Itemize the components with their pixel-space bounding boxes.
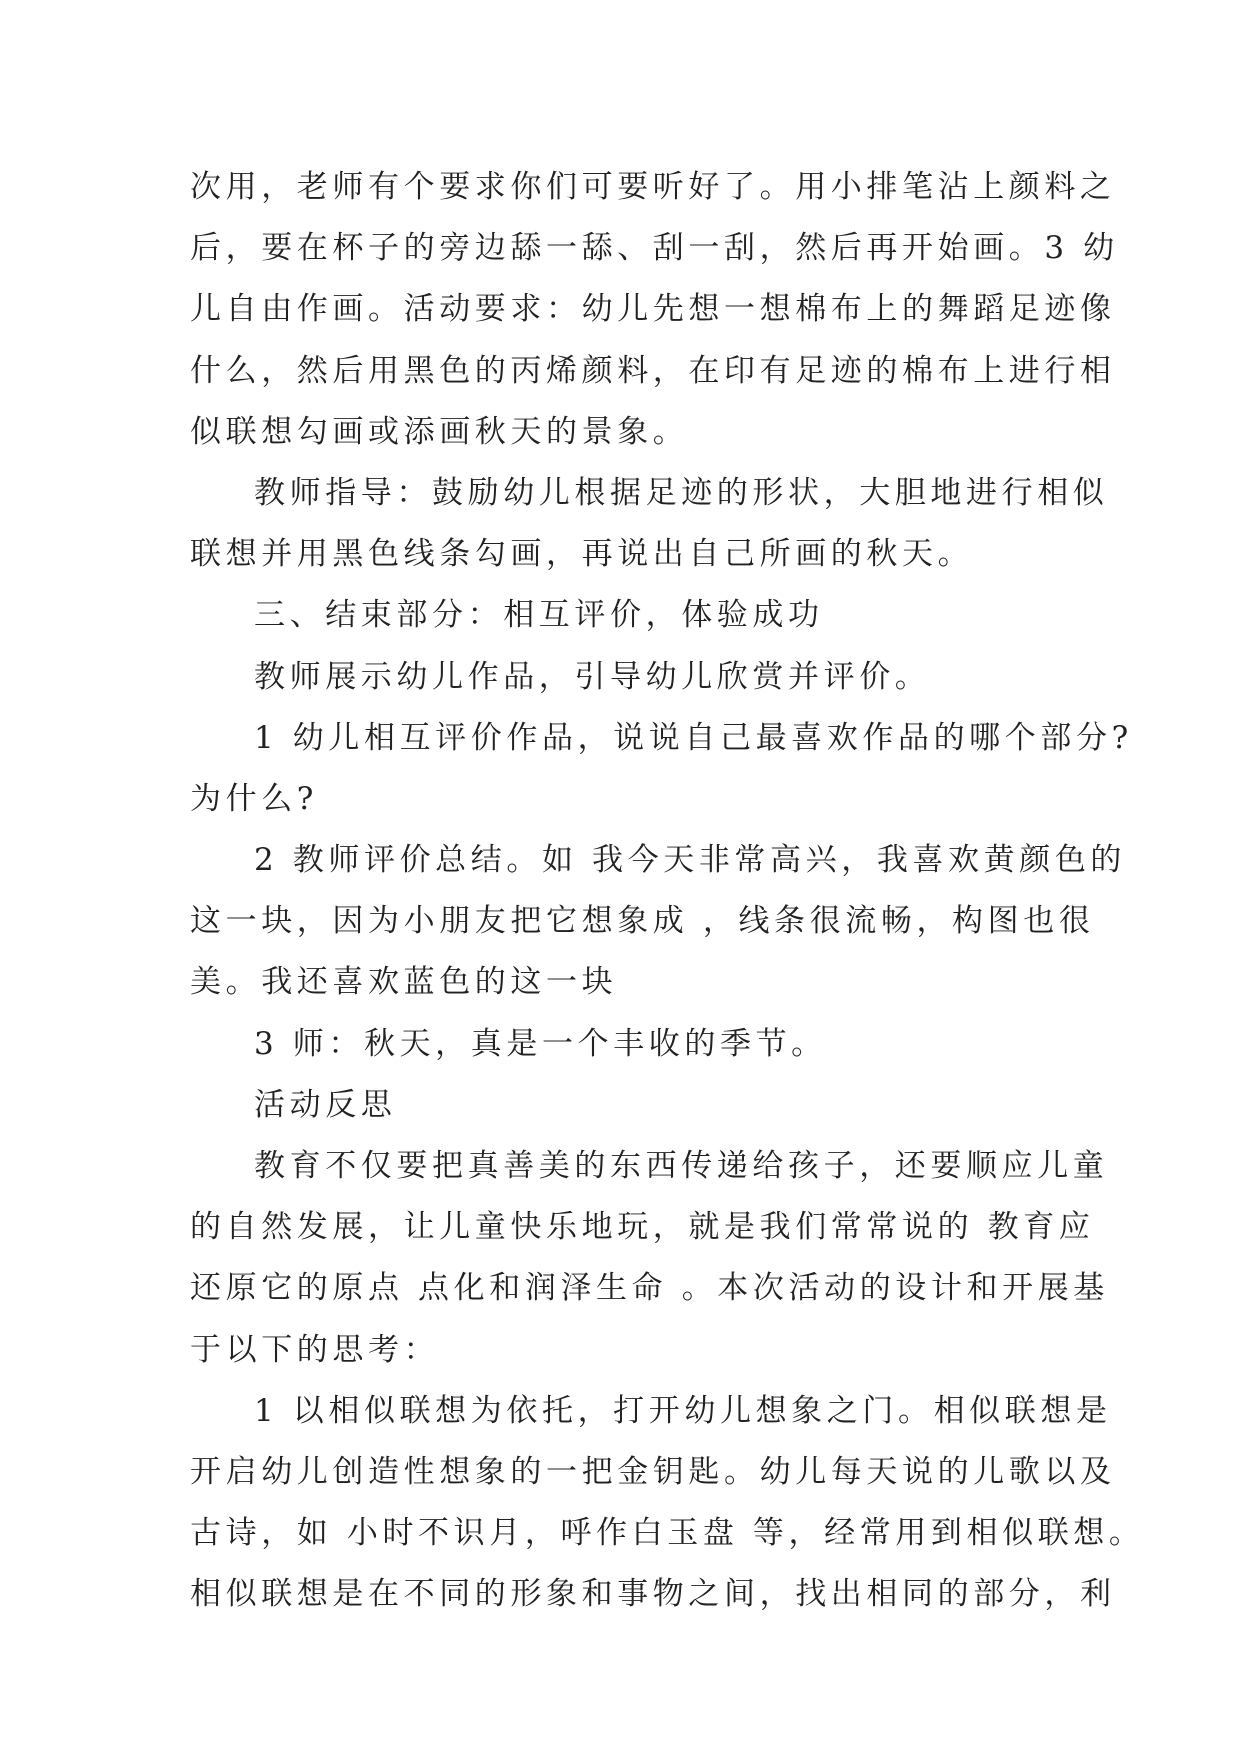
- text-line: 于以下的思考：: [190, 1331, 440, 1368]
- paragraph-start-line: 教师展示幼儿作品，引导幼儿欣赏并评价。: [254, 658, 931, 695]
- text-line: 什么，然后用黑色的丙烯颜料，在印有足迹的棉布上进行相: [190, 352, 1116, 389]
- text-line: 联想并用黑色线条勾画，再说出自己所画的秋天。: [190, 536, 974, 573]
- text-line: 似联想勾画或添画秋天的景象。: [190, 413, 689, 450]
- section-heading: 活动反思: [254, 1086, 397, 1123]
- paragraph-start-line: 1 以相似联想为依托，打开幼儿想象之门。相似联想是: [254, 1392, 1112, 1429]
- paragraph-start-line: 2 教师评价总结。如 我今天非常高兴，我喜欢黄颜色的: [254, 842, 1127, 879]
- text-line: 这一块，因为小朋友把它想象成 ，线条很流畅，构图也很: [190, 903, 1095, 940]
- body-text: [190, 157, 1145, 1626]
- paragraph-start-line: 3 师：秋天，真是一个丰收的季节。: [254, 1025, 827, 1062]
- text-line: 相似联想是在不同的形象和事物之间，找出相同的部分，利: [190, 1576, 1116, 1613]
- text-line: 古诗，如 小时不识月，呼作白玉盘 等，经常用到相似联想。: [190, 1515, 1145, 1552]
- paragraph-start-line: 教育不仅要把真善美的东西传递给孩子，还要顺应儿童: [254, 1148, 1109, 1184]
- text-line: 为什么?: [190, 780, 319, 817]
- section-heading: 三、结束部分：相互评价，体验成功: [254, 597, 824, 634]
- text-line: 后，要在杯子的旁边舔一舔、刮一刮，然后再开始画。3 幼: [190, 230, 1119, 267]
- text-line: 儿自由作画。活动要求：幼儿先想一想棉布上的舞蹈足迹像: [190, 291, 1116, 328]
- text-line: 的自然发展，让儿童快乐地玩，就是我们常常说的 教育应: [190, 1209, 1095, 1246]
- text-line: 开启幼儿创造性想象的一把金钥匙。幼儿每天说的儿歌以及: [190, 1453, 1116, 1490]
- paragraph-start-line: 1 幼儿相互评价作品，说说自己最喜欢作品的哪个部分?: [254, 719, 1133, 756]
- text-line: 还原它的原点 点化和润泽生命 。本次活动的设计和开展基: [190, 1270, 1109, 1307]
- paragraph-start-line: 教师指导：鼓励幼儿根据足迹的形状，大胆地进行相似: [254, 474, 1109, 511]
- text-line: 美。我还喜欢蓝色的这一块: [190, 964, 618, 1001]
- text-line: 次用，老师有个要求你们可要听好了。用小排笔沾上颜料之: [190, 169, 1116, 205]
